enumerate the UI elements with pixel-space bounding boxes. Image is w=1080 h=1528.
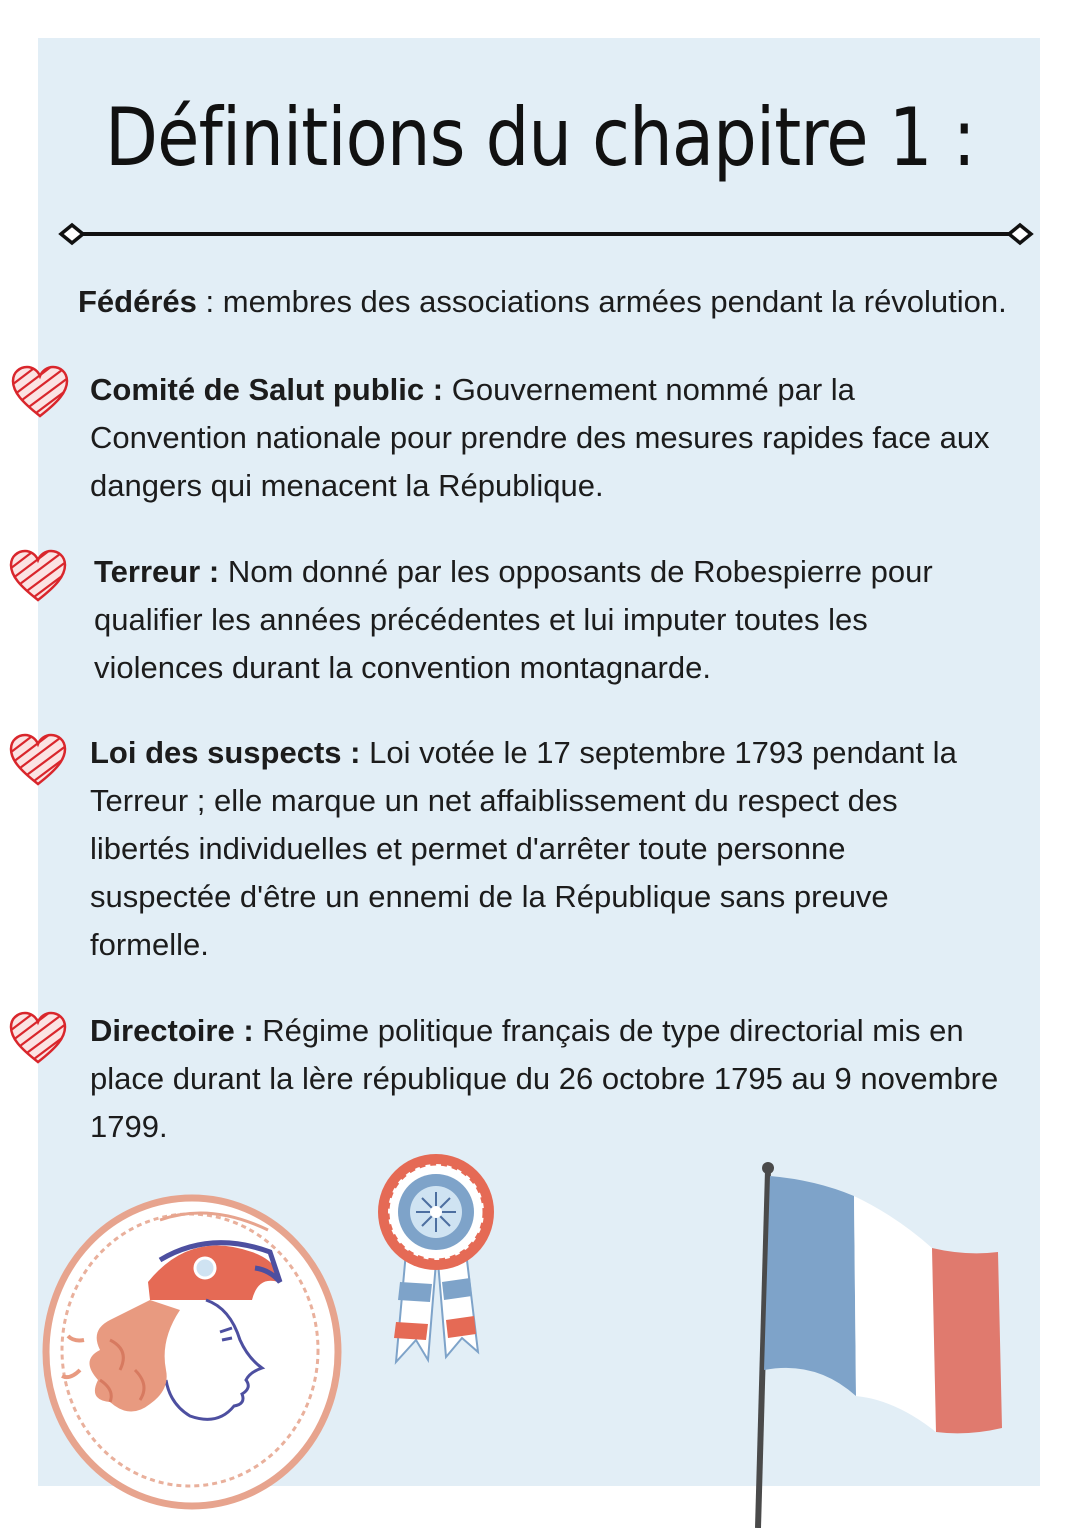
definition-comite-salut-public — [90, 366, 990, 510]
definition-term: Loi des suspects : — [90, 735, 361, 770]
heart-icon — [8, 732, 68, 788]
marianne-coin-icon — [40, 1190, 350, 1520]
definition-loi-des-suspects — [90, 729, 970, 969]
heart-icon — [8, 548, 68, 604]
heart-icon — [10, 364, 70, 420]
definition-text: Nom donné par les opposants de Robespierre pour qualifier les années précédentes et lui imputer toutes les violences durant la convention montagnarde. — [94, 554, 933, 685]
french-flag-icon — [746, 1160, 1010, 1528]
definition-text: Régime politique français de type directorial mis en place durant la lère république du 26 octobre 1795 au 9 novembre 1799. — [90, 1013, 999, 1144]
definition-text: membres des associations armées pendant la révolution. — [222, 284, 1007, 319]
definition-directoire — [90, 1007, 1000, 1151]
title-divider — [58, 222, 1034, 246]
definition-text: Gouvernement nommé par la Convention nationale pour prendre des mesures rapides face aux dangers qui menacent la République. — [90, 372, 990, 503]
definition-separator — [360, 735, 369, 770]
definition-term: Terreur : — [94, 554, 220, 589]
definition-term: Fédérés — [78, 284, 197, 319]
cockade-icon — [366, 1152, 506, 1372]
definition-federes — [78, 278, 1048, 326]
definition-text: Loi votée le 17 septembre 1793 pendant la Terreur ; elle marque un net affaiblissement du respect des libertés individuelles et permet d'arrêter toute personne suspectée d'être un ennemi de la République sans preuve formelle. — [90, 735, 957, 962]
definition-separator — [443, 372, 452, 407]
definition-separator — [254, 1013, 263, 1048]
definition-separator: : — [196, 284, 223, 319]
definition-term: Comité de Salut public : — [90, 372, 444, 407]
definition-term: Directoire : — [90, 1013, 254, 1048]
heart-icon — [8, 1010, 68, 1066]
definition-terreur — [94, 548, 964, 692]
page-title: Définitions du chapitre 1 : — [105, 91, 975, 184]
definition-separator — [219, 554, 228, 589]
